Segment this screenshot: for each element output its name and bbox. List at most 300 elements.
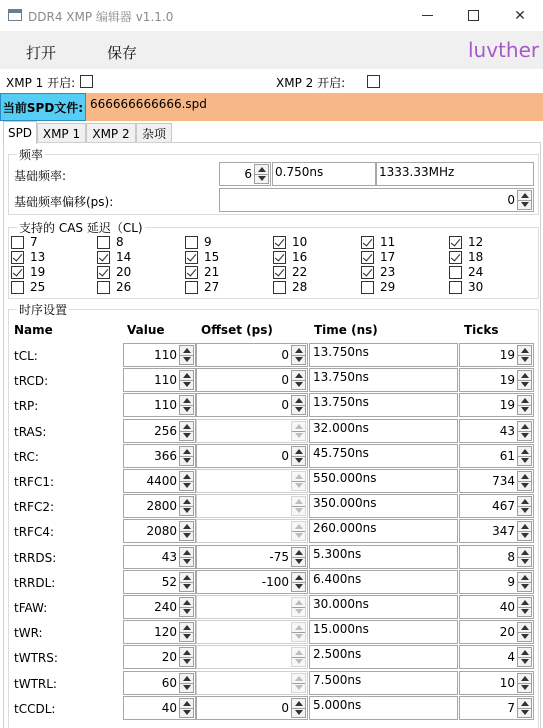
timing-ticks-spinbox[interactable] — [459, 620, 534, 644]
spin-arrows-icon[interactable] — [179, 622, 194, 642]
spin-arrows-icon[interactable] — [517, 421, 532, 441]
timing-offset-spinbox — [196, 519, 308, 543]
spin-arrows-icon[interactable] — [254, 164, 269, 184]
cas-label: 30 — [468, 280, 484, 294]
timing-name: tRFC4: — [14, 525, 55, 539]
cas-checkbox[interactable] — [97, 266, 110, 279]
cas-option[interactable] — [273, 250, 307, 264]
timing-offset-spinbox[interactable] — [196, 570, 308, 594]
timing-value-spinbox[interactable] — [123, 545, 196, 569]
timing-ticks: 19 — [499, 398, 515, 412]
cas-label: 25 — [30, 280, 46, 294]
timing-value: 2080 — [146, 524, 177, 538]
timing-ticks-spinbox[interactable] — [459, 368, 534, 392]
spin-arrows-icon[interactable] — [291, 698, 306, 718]
cas-option[interactable] — [361, 280, 395, 294]
timing-offset: -100 — [261, 575, 289, 589]
cas-option[interactable] — [361, 250, 395, 264]
maximize-icon — [468, 10, 479, 21]
spin-divider — [518, 531, 531, 532]
frequency-offset-value: 0 — [507, 193, 515, 207]
cas-option[interactable] — [97, 250, 131, 264]
timing-name: tRCD: — [14, 374, 49, 388]
timing-offset-spinbox — [196, 671, 308, 695]
timing-ticks: 40 — [499, 600, 515, 614]
spin-divider — [518, 456, 531, 457]
timing-ticks-spinbox[interactable] — [459, 444, 534, 468]
timing-value-spinbox[interactable] — [123, 494, 196, 518]
timing-ticks-spinbox[interactable] — [459, 519, 534, 543]
spin-arrows-icon[interactable] — [517, 446, 532, 466]
spin-arrows-icon[interactable] — [291, 597, 306, 617]
spin-arrows-icon[interactable] — [517, 496, 532, 516]
timing-ticks-spinbox[interactable] — [459, 545, 534, 569]
timing-name: tWTRS: — [14, 651, 58, 665]
timing-value: 110 — [154, 348, 177, 362]
spin-divider — [292, 355, 305, 356]
timing-value: 366 — [154, 449, 177, 463]
cas-checkbox[interactable] — [97, 281, 110, 294]
timing-value: 240 — [154, 600, 177, 614]
app-window-icon — [8, 9, 22, 21]
brand-link[interactable]: luvther — [468, 38, 540, 62]
timing-time: 5.300ns — [309, 545, 458, 569]
cas-checkbox[interactable] — [97, 251, 110, 264]
spin-divider — [518, 355, 531, 356]
spin-divider — [292, 481, 305, 482]
timing-value: 110 — [154, 373, 177, 387]
spin-divider — [292, 506, 305, 507]
timing-time: 32.000ns — [309, 419, 458, 443]
cas-checkbox[interactable] — [361, 251, 374, 264]
timing-time: 7.500ns — [309, 671, 458, 695]
timing-offset-spinbox[interactable] — [196, 696, 308, 720]
timing-value-spinbox[interactable] — [123, 444, 196, 468]
timing-offset-spinbox[interactable] — [196, 444, 308, 468]
timing-ticks-spinbox[interactable] — [459, 469, 534, 493]
spin-divider — [292, 431, 305, 432]
timing-value-spinbox[interactable] — [123, 696, 196, 720]
spin-divider — [180, 355, 193, 356]
timing-time: 350.000ns — [309, 494, 458, 518]
spin-divider — [292, 632, 305, 633]
timing-time: 13.750ns — [309, 343, 458, 367]
spin-divider — [518, 683, 531, 684]
timing-offset: 0 — [281, 398, 289, 412]
cas-label: 15 — [204, 250, 220, 264]
timing-ticks: 4 — [507, 650, 515, 664]
timing-time: 2.500ns — [309, 645, 458, 669]
cas-label: 20 — [116, 265, 132, 279]
tab-xmp2[interactable]: XMP 2 — [86, 123, 136, 144]
cas-option[interactable] — [11, 235, 38, 249]
timing-ticks: 734 — [492, 474, 515, 488]
minimize-icon — [422, 15, 433, 16]
spin-arrows-icon[interactable] — [291, 421, 306, 441]
cas-option[interactable] — [11, 250, 45, 264]
timing-ticks: 43 — [499, 424, 515, 438]
cas-option[interactable] — [273, 235, 307, 249]
cas-label: 24 — [468, 265, 484, 279]
timing-value-spinbox[interactable] — [123, 671, 196, 695]
timing-offset-spinbox — [196, 494, 308, 518]
spin-arrows-icon[interactable] — [291, 471, 306, 491]
cas-checkbox[interactable] — [97, 236, 110, 249]
cas-label: 17 — [380, 250, 396, 264]
cas-option[interactable] — [273, 265, 307, 279]
cas-group-title: 支持的 CAS 延迟（CL) — [19, 221, 143, 235]
spin-divider — [180, 431, 193, 432]
spin-divider — [518, 632, 531, 633]
timing-value: 256 — [154, 424, 177, 438]
cas-label: 9 — [204, 235, 212, 249]
timing-name: tRC: — [14, 450, 39, 464]
timing-offset-spinbox[interactable] — [196, 343, 308, 367]
spin-arrows-icon[interactable] — [291, 521, 306, 541]
timing-ticks: 8 — [507, 550, 515, 564]
timing-offset-spinbox — [196, 469, 308, 493]
spin-arrows-icon[interactable] — [179, 547, 194, 567]
spin-arrows-icon[interactable] — [179, 471, 194, 491]
timing-name: tRRDS: — [14, 551, 57, 565]
cas-option[interactable] — [185, 280, 219, 294]
spin-arrows-icon[interactable] — [291, 647, 306, 667]
spin-divider — [292, 405, 305, 406]
spin-arrows-icon[interactable] — [517, 345, 532, 365]
timing-value: 43 — [161, 550, 177, 564]
spin-divider — [180, 607, 193, 608]
cas-option[interactable] — [449, 280, 483, 294]
spin-divider — [518, 431, 531, 432]
spin-arrows-icon[interactable] — [179, 345, 194, 365]
spin-arrows-icon[interactable] — [291, 370, 306, 390]
cas-label: 22 — [292, 265, 308, 279]
timing-ticks: 7 — [507, 701, 515, 715]
timing-ticks-spinbox[interactable] — [459, 696, 534, 720]
tab-strip — [0, 121, 543, 143]
current-file-label: 当前SPD文件: — [0, 93, 86, 121]
cas-label: 21 — [204, 265, 220, 279]
header-name: Name — [14, 323, 53, 337]
cas-checkbox[interactable] — [185, 281, 198, 294]
timing-offset-spinbox — [196, 419, 308, 443]
spin-divider — [518, 607, 531, 608]
cas-label: 26 — [116, 280, 132, 294]
spin-divider — [292, 708, 305, 709]
timing-offset-spinbox — [196, 620, 308, 644]
menu-open[interactable]: 打开 — [26, 44, 57, 62]
timing-time: 13.750ns — [309, 368, 458, 392]
cas-checkbox[interactable] — [361, 266, 374, 279]
spin-divider — [292, 557, 305, 558]
xmp2-label: XMP 2 开启: — [276, 76, 346, 90]
timing-time: 13.750ns — [309, 393, 458, 417]
timing-value-spinbox[interactable] — [123, 519, 196, 543]
close-button[interactable] — [497, 0, 543, 31]
spin-arrows-icon[interactable] — [179, 698, 194, 718]
cas-checkbox[interactable] — [11, 236, 24, 249]
cas-option[interactable] — [185, 250, 219, 264]
spin-arrows-icon[interactable] — [179, 421, 194, 441]
timing-value: 60 — [161, 676, 177, 690]
base-frequency-spinbox[interactable] — [219, 162, 271, 186]
timing-value-spinbox[interactable] — [123, 645, 196, 669]
cas-label: 29 — [380, 280, 396, 294]
cas-option[interactable] — [273, 280, 307, 294]
timing-value-spinbox[interactable] — [123, 419, 196, 443]
spin-arrows-icon[interactable] — [291, 395, 306, 415]
timing-value: 40 — [161, 701, 177, 715]
timing-value-spinbox[interactable] — [123, 570, 196, 594]
cas-label: 11 — [380, 235, 396, 249]
timing-ticks: 61 — [499, 449, 515, 463]
spin-arrows-icon[interactable] — [291, 572, 306, 592]
timing-ticks: 9 — [507, 575, 515, 589]
close-icon: ✕ — [514, 7, 526, 24]
tab-spd[interactable]: SPD — [3, 121, 37, 144]
cas-option[interactable] — [449, 265, 483, 279]
spin-divider — [518, 405, 531, 406]
spin-divider — [180, 657, 193, 658]
cas-checkbox[interactable] — [11, 251, 24, 264]
timing-value: 20 — [161, 650, 177, 664]
timing-ticks-spinbox[interactable] — [459, 570, 534, 594]
cas-option[interactable] — [97, 265, 131, 279]
spin-arrows-icon[interactable] — [179, 370, 194, 390]
spin-divider — [518, 582, 531, 583]
timing-name: tRRDL: — [14, 576, 56, 590]
timing-name: tRFC1: — [14, 475, 55, 489]
spin-arrows-icon[interactable] — [517, 547, 532, 567]
cas-option[interactable] — [185, 235, 212, 249]
timing-value-spinbox[interactable] — [123, 393, 196, 417]
timing-offset: -75 — [269, 550, 289, 564]
timing-offset: 0 — [281, 701, 289, 715]
timing-ticks: 467 — [492, 499, 515, 513]
spin-divider — [292, 531, 305, 532]
cas-checkbox[interactable] — [11, 281, 24, 294]
timing-name: tCCDL: — [14, 702, 56, 716]
tab-misc[interactable]: 杂项 — [136, 123, 172, 144]
maximize-button[interactable] — [450, 0, 496, 31]
spin-divider — [292, 657, 305, 658]
spin-divider — [292, 582, 305, 583]
timing-offset-spinbox — [196, 595, 308, 619]
cas-option[interactable] — [361, 235, 395, 249]
frequency-offset-spinbox[interactable] — [219, 188, 534, 212]
xmp2-checkbox[interactable] — [367, 75, 380, 88]
timing-value: 52 — [161, 575, 177, 589]
timing-ticks: 10 — [499, 676, 515, 690]
timing-time: 5.000ns — [309, 696, 458, 720]
timing-name: tCL: — [14, 349, 38, 363]
cas-checkbox[interactable] — [361, 281, 374, 294]
mhz-readout: 1333.33MHz — [376, 162, 534, 186]
spin-arrows-icon[interactable] — [179, 446, 194, 466]
current-file-name: 666666666666.spd — [86, 93, 543, 121]
timing-ticks-spinbox[interactable] — [459, 595, 534, 619]
cas-checkbox[interactable] — [449, 266, 462, 279]
spin-arrows-icon[interactable] — [517, 190, 532, 210]
cas-checkbox[interactable] — [185, 266, 198, 279]
spin-divider — [180, 506, 193, 507]
timing-name: tWR: — [14, 626, 43, 640]
timing-ticks: 20 — [499, 625, 515, 639]
header-value: Value — [127, 323, 165, 337]
cas-label: 27 — [204, 280, 220, 294]
spin-arrows-icon[interactable] — [517, 370, 532, 390]
cas-option[interactable] — [97, 235, 124, 249]
timing-ticks-spinbox[interactable] — [459, 419, 534, 443]
frequency-group-title: 频率 — [19, 148, 44, 162]
spin-arrows-icon[interactable] — [291, 622, 306, 642]
timing-offset-spinbox — [196, 645, 308, 669]
spin-arrows-icon[interactable] — [179, 597, 194, 617]
cas-label: 28 — [292, 280, 308, 294]
spin-arrows-icon[interactable] — [179, 395, 194, 415]
cas-label: 14 — [116, 250, 132, 264]
cas-checkbox[interactable] — [185, 236, 198, 249]
spin-divider — [180, 405, 193, 406]
timing-ticks-spinbox[interactable] — [459, 494, 534, 518]
spin-divider — [292, 683, 305, 684]
timing-ticks: 347 — [492, 524, 515, 538]
timing-time: 45.750ns — [309, 444, 458, 468]
timing-time: 30.000ns — [309, 595, 458, 619]
timing-name: tRFC2: — [14, 500, 55, 514]
timing-ticks: 19 — [499, 373, 515, 387]
period-readout: 0.750ns — [272, 162, 376, 186]
cas-option[interactable] — [11, 280, 45, 294]
cas-label: 18 — [468, 250, 484, 264]
spin-arrows-icon[interactable] — [179, 673, 194, 693]
spin-divider — [292, 380, 305, 381]
timing-ticks-spinbox[interactable] — [459, 393, 534, 417]
spin-arrows-icon[interactable] — [517, 647, 532, 667]
cas-checkbox[interactable] — [449, 236, 462, 249]
timing-value-spinbox[interactable] — [123, 595, 196, 619]
cas-option[interactable] — [361, 265, 395, 279]
cas-checkbox[interactable] — [449, 251, 462, 264]
menu-bar — [0, 31, 543, 69]
timing-offset-spinbox[interactable] — [196, 368, 308, 392]
cas-checkbox[interactable] — [273, 281, 286, 294]
spin-arrows-icon[interactable] — [517, 698, 532, 718]
xmp1-checkbox[interactable] — [80, 75, 93, 88]
spin-divider — [180, 582, 193, 583]
spin-arrows-icon[interactable] — [179, 572, 194, 592]
cas-label: 7 — [30, 235, 38, 249]
window-title: DDR4 XMP 编辑器 v1.1.0 — [28, 10, 174, 24]
spin-arrows-icon[interactable] — [517, 521, 532, 541]
header-ticks: Ticks — [464, 323, 499, 337]
timing-offset-spinbox[interactable] — [196, 545, 308, 569]
spin-arrows-icon[interactable] — [291, 496, 306, 516]
spin-arrows-icon[interactable] — [179, 496, 194, 516]
timing-offset-spinbox[interactable] — [196, 393, 308, 417]
spin-divider — [180, 632, 193, 633]
cas-label: 16 — [292, 250, 308, 264]
spin-arrows-icon[interactable] — [291, 547, 306, 567]
spin-divider — [180, 481, 193, 482]
timing-ticks-spinbox[interactable] — [459, 645, 534, 669]
timing-value-spinbox[interactable] — [123, 620, 196, 644]
timing-name: tWTRL: — [14, 677, 57, 691]
spin-arrows-icon[interactable] — [291, 446, 306, 466]
timing-ticks-spinbox[interactable] — [459, 671, 534, 695]
spin-arrows-icon[interactable] — [179, 521, 194, 541]
cas-option[interactable] — [97, 280, 131, 294]
spin-arrows-icon[interactable] — [179, 647, 194, 667]
cas-label: 12 — [468, 235, 484, 249]
spin-arrows-icon[interactable] — [291, 673, 306, 693]
timing-value-spinbox[interactable] — [123, 343, 196, 367]
spin-divider — [180, 380, 193, 381]
cas-option[interactable] — [449, 235, 483, 249]
spin-arrows-icon[interactable] — [517, 572, 532, 592]
cas-checkbox[interactable] — [273, 251, 286, 264]
cas-checkbox[interactable] — [273, 266, 286, 279]
spin-divider — [518, 708, 531, 709]
cas-checkbox[interactable] — [449, 281, 462, 294]
spin-arrows-icon[interactable] — [517, 471, 532, 491]
cas-option[interactable] — [449, 250, 483, 264]
tab-xmp1[interactable]: XMP 1 — [37, 123, 86, 144]
spin-divider — [180, 456, 193, 457]
spin-arrows-icon[interactable] — [517, 395, 532, 415]
cas-label: 13 — [30, 250, 46, 264]
spin-divider — [180, 683, 193, 684]
timing-offset: 0 — [281, 373, 289, 387]
spin-arrows-icon[interactable] — [517, 622, 532, 642]
cas-checkbox[interactable] — [361, 236, 374, 249]
spin-divider — [518, 557, 531, 558]
cas-option[interactable] — [11, 265, 45, 279]
timing-value-spinbox[interactable] — [123, 368, 196, 392]
timing-name: tRAS: — [14, 425, 47, 439]
cas-label: 8 — [116, 235, 124, 249]
spin-arrows-icon[interactable] — [517, 597, 532, 617]
frequency-offset-label: 基础频率偏移(ps): — [14, 195, 114, 209]
timing-name: tRP: — [14, 399, 39, 413]
base-frequency-label: 基础频率: — [14, 169, 67, 183]
spin-arrows-icon[interactable] — [517, 673, 532, 693]
timing-ticks: 19 — [499, 348, 515, 362]
timing-time: 260.000ns — [309, 519, 458, 543]
cas-label: 19 — [30, 265, 46, 279]
cas-checkbox[interactable] — [273, 236, 286, 249]
minimize-button[interactable] — [404, 0, 450, 31]
cas-option[interactable] — [185, 265, 219, 279]
cas-checkbox[interactable] — [185, 251, 198, 264]
spin-divider — [518, 506, 531, 507]
spin-divider — [180, 708, 193, 709]
timing-time: 6.400ns — [309, 570, 458, 594]
timing-value: 110 — [154, 398, 177, 412]
timing-value-spinbox[interactable] — [123, 469, 196, 493]
header-offset: Offset (ps) — [201, 323, 273, 337]
cas-label: 23 — [380, 265, 396, 279]
menu-save[interactable]: 保存 — [107, 44, 138, 62]
title-bar — [0, 0, 543, 31]
spin-divider — [292, 607, 305, 608]
timing-ticks-spinbox[interactable] — [459, 343, 534, 367]
timing-value: 4400 — [146, 474, 177, 488]
timings-group-title: 时序设置 — [19, 303, 68, 317]
spin-arrows-icon[interactable] — [291, 345, 306, 365]
cas-checkbox[interactable] — [11, 266, 24, 279]
spin-divider — [518, 380, 531, 381]
